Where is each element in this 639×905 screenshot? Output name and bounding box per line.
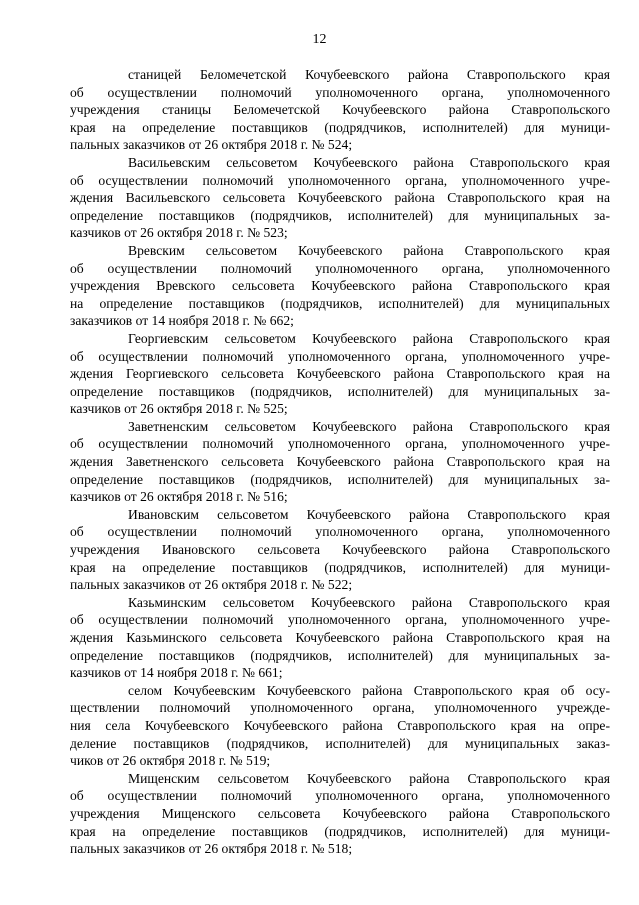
text-line: селом Кочубеевским Кочубеевского района Ставропольского края об осу- (128, 682, 610, 698)
paragraph (70, 242, 610, 330)
text-line: казчиков от 26 октября 2018 г. № 523; (70, 225, 288, 241)
text-line: казчиков от 26 октября 2018 г. № 516; (70, 489, 288, 505)
text-line: об осуществлении полномочий уполномоченного органа, уполномоченного учре- (70, 348, 610, 364)
text-line: края на определение поставщиков (подрядчиков, исполнителей) для муници- (70, 119, 610, 135)
paragraph (70, 154, 610, 242)
document-body (70, 66, 610, 858)
text-line: об осуществлении полномочий уполномоченного органа, уполномоченного учре- (70, 172, 610, 188)
text-line: на определение поставщиков (подрядчиков, исполнителей) для муниципальных (70, 295, 610, 311)
text-line: ждения Васильевского сельсовета Кочубеевского района Ставропольского края на (70, 190, 610, 206)
text-line: чиков от 26 октября 2018 г. № 519; (70, 753, 271, 769)
text-line: пальных заказчиков от 26 октября 2018 г. № 524; (70, 137, 353, 153)
paragraph (70, 770, 610, 858)
text-line: ждения Казьминского сельсовета Кочубеевского района Ставропольского края на (70, 630, 610, 645)
text-line: деление поставщиков (подрядчиков, исполнителей) для муниципальных заказ- (70, 735, 610, 751)
text-line: об осуществлении полномочий уполномоченного органа, уполномоченного (70, 84, 610, 100)
text-line: учреждения Мищенского сельсовета Кочубеевского района Ставропольского (70, 805, 610, 821)
text-line: края на определение поставщиков (подрядчиков, исполнителей) для муници- (70, 823, 610, 839)
text-line: ждения Георгиевского сельсовета Кочубеевского района Ставропольского края на (70, 366, 610, 382)
text-line: Казьминским сельсоветом Кочубеевского района Ставропольского края (128, 594, 610, 610)
text-line: Георгиевским сельсоветом Кочубеевского района Ставропольского края (128, 330, 610, 346)
text-line: заказчиков от 14 ноября 2018 г. № 662; (70, 313, 294, 329)
text-line: об осуществлении полномочий уполномоченного органа, уполномоченного учре- (70, 612, 610, 628)
text-line: пальных заказчиков от 26 октября 2018 г. № 522; (70, 577, 353, 593)
text-line: учреждения Ивановского сельсовета Кочубеевского района Ставропольского (70, 542, 610, 558)
text-line: об осуществлении полномочий уполномоченного органа, уполномоченного (70, 788, 610, 804)
paragraph (70, 682, 610, 770)
text-line: ждения Заветненского сельсовета Кочубеевского района Ставропольского края на (70, 454, 610, 470)
text-line: Ивановским сельсоветом Кочубеевского района Ставропольского края (128, 506, 610, 522)
text-line: казчиков от 26 октября 2018 г. № 525; (70, 401, 288, 417)
text-line: ществлении полномочий уполномоченного органа, уполномоченного учрежде- (70, 700, 610, 716)
text-line: определение поставщиков (подрядчиков, исполнителей) для муниципальных за- (70, 647, 610, 663)
text-line: Вревским сельсоветом Кочубеевского района Ставропольского края (128, 242, 610, 258)
page-number: 12 (312, 32, 327, 47)
text-line: учреждения Вревского сельсовета Кочубеевского района Ставропольского края (70, 278, 610, 294)
text-line: Васильевским сельсоветом Кочубеевского района Ставропольского края (128, 154, 610, 170)
paragraph (70, 594, 610, 682)
paragraph (70, 418, 610, 506)
text-line: определение поставщиков (подрядчиков, исполнителей) для муниципальных за- (70, 471, 610, 487)
text-line: пальных заказчиков от 26 октября 2018 г. № 518; (70, 841, 353, 857)
paragraph (70, 330, 610, 418)
text-line: ния села Кочубеевского Кочубеевского района Ставропольского края на опре- (70, 717, 610, 733)
text-line: об осуществлении полномочий уполномоченного органа, уполномоченного (70, 260, 610, 276)
text-line: об осуществлении полномочий уполномоченного органа, уполномоченного (70, 524, 610, 540)
text-line: определение поставщиков (подрядчиков, исполнителей) для муниципальных за- (70, 383, 610, 399)
text-line: об осуществлении полномочий уполномоченного органа, уполномоченного учре- (70, 436, 610, 452)
text-line: учреждения станицы Беломечетской Кочубеевского района Ставропольского (70, 102, 610, 118)
text-line: определение поставщиков (подрядчиков, исполнителей) для муниципальных за- (70, 207, 610, 223)
text-line: станицей Беломечетской Кочубеевского района Ставропольского края (128, 67, 610, 82)
paragraph (70, 506, 610, 594)
text-line: Мищенским сельсоветом Кочубеевского района Ставропольского края (128, 770, 610, 786)
paragraph (70, 66, 610, 154)
text-line: края на определение поставщиков (подрядчиков, исполнителей) для муници- (70, 559, 610, 575)
text-line: казчиков от 14 ноября 2018 г. № 661; (70, 665, 283, 681)
text-line: Заветненским сельсоветом Кочубеевского района Ставропольского края (128, 418, 610, 434)
